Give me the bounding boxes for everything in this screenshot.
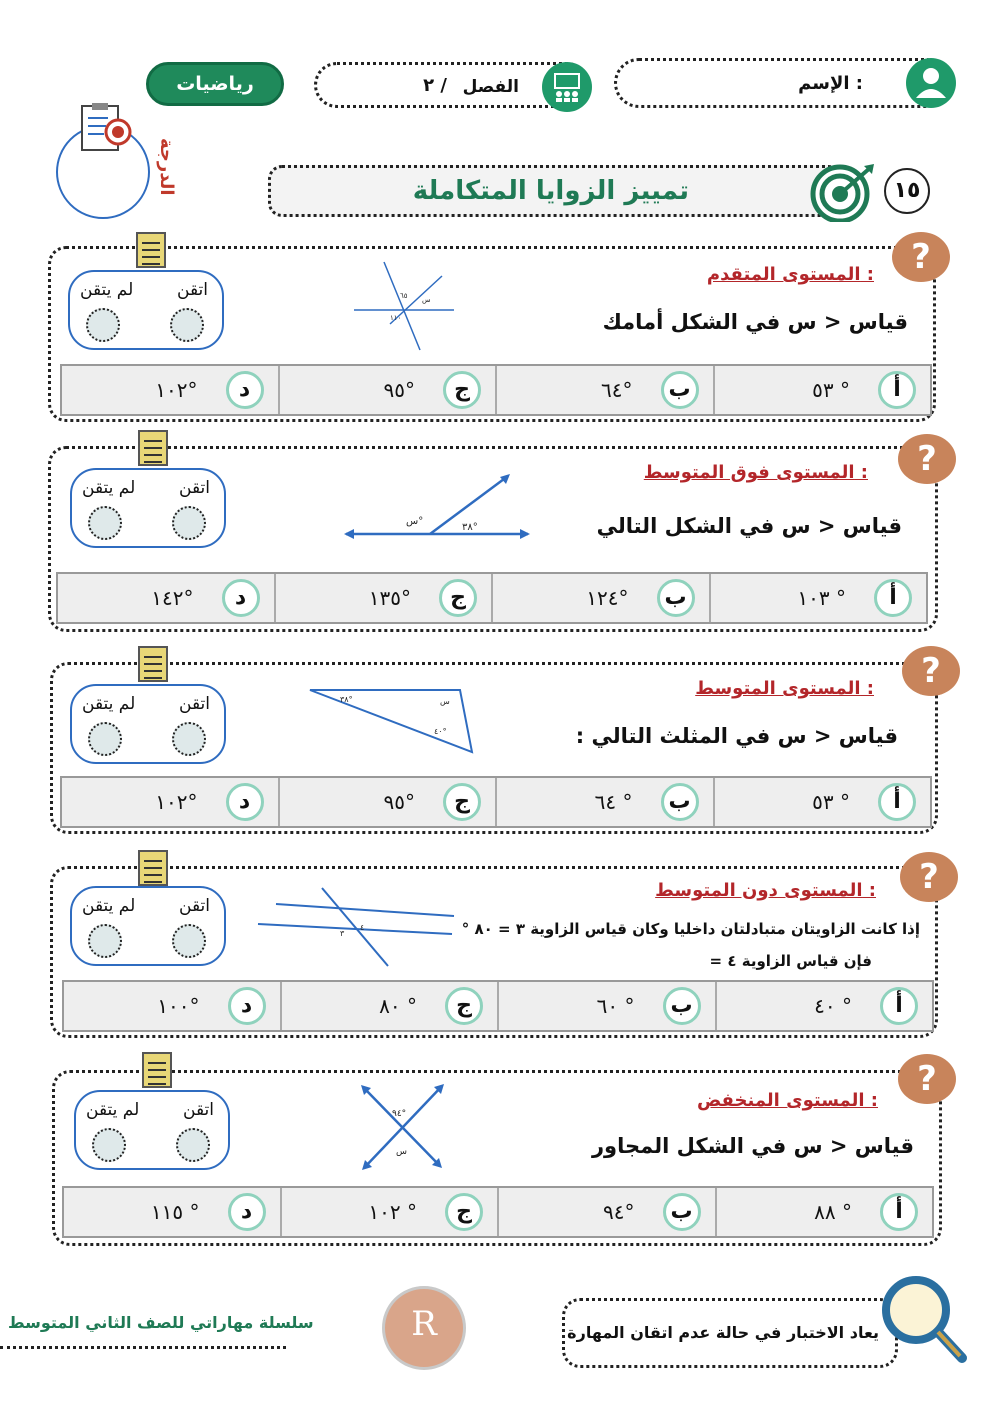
- magnifier-icon: [876, 1270, 970, 1366]
- mastered-label: اتقن: [179, 478, 210, 498]
- question-level: المستوى دون المتوسط :: [655, 880, 876, 901]
- answer-option-a[interactable]: [715, 1188, 933, 1236]
- mastered-checkbox[interactable]: [172, 924, 206, 958]
- answer-letter: د: [228, 1193, 266, 1231]
- figure-label-94: ٩٤°: [392, 1109, 407, 1119]
- mastered-checkbox[interactable]: [172, 506, 206, 540]
- question-level: المستوى المنخفض :: [696, 1090, 878, 1111]
- figure-label-65: ٦٥: [400, 292, 408, 300]
- answer-letter: ب: [661, 783, 699, 821]
- answer-value: ٩٥°: [383, 378, 415, 402]
- answer-option-b[interactable]: [497, 1188, 715, 1236]
- figure-vertical-angles: [356, 1082, 450, 1172]
- not-mastered-checkbox[interactable]: [88, 924, 122, 958]
- name-field[interactable]: [614, 58, 950, 108]
- answer-value: ٥٣ °: [812, 378, 850, 402]
- figure-label-38: ٣٨°: [340, 695, 353, 704]
- figure-label-110: ١١٠: [390, 314, 402, 322]
- grade-label: الدرجة: [156, 138, 177, 196]
- name-label: الإسم :: [798, 73, 863, 94]
- answer-letter: د: [226, 783, 264, 821]
- answer-option-c[interactable]: [280, 982, 498, 1030]
- answer-value: ٩٥°: [383, 790, 415, 814]
- answer-option-b[interactable]: [495, 366, 713, 414]
- retest-note: [562, 1298, 898, 1368]
- answer-row: [60, 364, 932, 416]
- clipboard-target-icon: [78, 102, 134, 154]
- figure-parallel-lines: [236, 880, 460, 972]
- not-mastered-checkbox[interactable]: [88, 722, 122, 756]
- figure-label-3: ٣: [340, 929, 345, 938]
- answer-letter: أ: [878, 371, 916, 409]
- answer-option-d[interactable]: [62, 366, 278, 414]
- question-level: المستوى فوق المتوسط :: [643, 462, 868, 483]
- answer-option-c[interactable]: [278, 778, 496, 826]
- mastered-label: اتقن: [179, 694, 210, 714]
- answer-letter: أ: [880, 1193, 918, 1231]
- answer-option-a[interactable]: [713, 778, 931, 826]
- question-text: قياس < س في الشكل أمامك: [602, 310, 908, 334]
- subject-badge: رياضيات: [146, 62, 284, 106]
- answer-value: ٦٠ °: [596, 994, 635, 1018]
- answer-letter: أ: [880, 987, 918, 1025]
- mastery-box: [70, 886, 226, 966]
- answer-letter: ج: [443, 371, 481, 409]
- answer-option-c[interactable]: [278, 366, 496, 414]
- figure-triangle: [300, 682, 480, 768]
- mastery-box: [70, 468, 226, 548]
- figure-label-40: ٤٠°: [434, 727, 447, 736]
- answer-value: ١٠٠°: [157, 994, 200, 1018]
- mastery-box: [70, 684, 226, 764]
- answer-value: ٦٤ °: [594, 790, 633, 814]
- answer-option-d[interactable]: [58, 574, 274, 622]
- figure-straight-angle: [340, 468, 534, 548]
- answer-letter: ج: [445, 1193, 483, 1231]
- mastered-label: اتقن: [177, 280, 208, 300]
- notepad-icon: [142, 1052, 172, 1088]
- notepad-icon: [138, 430, 168, 466]
- figure-label-38: ٣٨°: [462, 522, 478, 533]
- user-icon: [906, 58, 956, 108]
- answer-value: ١٠٢ °: [368, 1200, 417, 1224]
- figure-label-4: ٤: [360, 923, 365, 932]
- question-mark-icon: ?: [892, 232, 950, 282]
- page-title: تمييز الزوايا المتكاملة: [412, 176, 689, 206]
- answer-row: [62, 980, 934, 1032]
- notepad-icon: [138, 646, 168, 682]
- mastered-checkbox[interactable]: [172, 722, 206, 756]
- mastery-box: [68, 270, 224, 350]
- question-mark-icon: ?: [900, 852, 958, 902]
- not-mastered-checkbox[interactable]: [86, 308, 120, 342]
- not-mastered-label: لم يتقن: [80, 280, 134, 300]
- answer-option-d[interactable]: [64, 1188, 280, 1236]
- class-value: ٢ /: [423, 75, 447, 96]
- mastered-label: اتقن: [183, 1100, 214, 1120]
- answer-option-a[interactable]: [709, 574, 927, 622]
- answer-option-a[interactable]: [715, 982, 933, 1030]
- answer-letter: د: [226, 371, 264, 409]
- answer-letter: ب: [663, 987, 701, 1025]
- answer-option-a[interactable]: [713, 366, 931, 414]
- mastered-checkbox[interactable]: [176, 1128, 210, 1162]
- figure-intersecting-lines: [350, 258, 456, 354]
- answer-letter: ج: [445, 987, 483, 1025]
- notepad-icon: [136, 232, 166, 268]
- logo-letter: R: [411, 1304, 437, 1344]
- answer-option-b[interactable]: [491, 574, 709, 622]
- skill-number: ١٥: [884, 168, 930, 214]
- answer-letter: أ: [878, 783, 916, 821]
- answer-value: ٨٠ °: [379, 994, 417, 1018]
- retest-text: يعاد الاختبار في حالة عدم اتقان المهارة: [567, 1323, 879, 1342]
- class-label: الفصل: [462, 77, 519, 97]
- mastered-checkbox[interactable]: [170, 308, 204, 342]
- not-mastered-checkbox[interactable]: [92, 1128, 126, 1162]
- answer-value: ١٣٥°: [368, 586, 411, 610]
- question-level: المستوى المتوسط :: [695, 678, 874, 699]
- answer-option-d[interactable]: [64, 982, 280, 1030]
- answer-value: ٦٤°: [601, 378, 633, 402]
- figure-label-x: س°: [406, 516, 424, 527]
- question-text-line-2: فإن قياس الزاوية ٤ =: [709, 952, 872, 970]
- answer-letter: ج: [439, 579, 477, 617]
- answer-letter: ب: [661, 371, 699, 409]
- question-text-line-1: إذا كانت الزاويتان متبادلتان داخليا وكان قياس الزاوية ٣ = ٨٠ °: [461, 920, 920, 938]
- notepad-icon: [138, 850, 168, 886]
- answer-letter: ب: [663, 1193, 701, 1231]
- target-icon: [808, 162, 878, 222]
- figure-label-x: س: [440, 697, 450, 706]
- question-mark-icon: ?: [898, 434, 956, 484]
- series-label: سلسلة مهاراتي للصف الثاني المتوسط: [8, 1313, 314, 1332]
- answer-value: ٩٤°: [603, 1200, 635, 1224]
- not-mastered-label: لم يتقن: [82, 478, 136, 498]
- question-level: المستوى المتقدم :: [706, 264, 874, 285]
- answer-letter: ج: [443, 783, 481, 821]
- figure-label-x: س: [396, 1147, 407, 1157]
- question-mark-icon: ?: [902, 646, 960, 696]
- answer-row: [62, 1186, 934, 1238]
- answer-row: [60, 776, 932, 828]
- answer-value: ٤٠ °: [814, 994, 852, 1018]
- classroom-icon: [542, 62, 592, 112]
- title-box: [268, 165, 842, 217]
- answer-value: ٨٨ °: [814, 1200, 852, 1224]
- answer-option-c[interactable]: [274, 574, 492, 622]
- figure-label-x: س: [422, 296, 431, 304]
- answer-value: ١٠٢°: [155, 378, 198, 402]
- answer-value: ١٤٢°: [151, 586, 194, 610]
- answer-letter: د: [228, 987, 266, 1025]
- not-mastered-label: لم يتقن: [82, 694, 136, 714]
- mastery-box: [74, 1090, 230, 1170]
- question-text: قياس < س في الشكل المجاور: [591, 1134, 914, 1158]
- answer-row: [56, 572, 928, 624]
- answer-value: ١٠٢°: [155, 790, 198, 814]
- answer-letter: أ: [874, 579, 912, 617]
- answer-letter: د: [222, 579, 260, 617]
- logo: [382, 1286, 466, 1370]
- question-mark-icon: ?: [898, 1054, 956, 1104]
- answer-option-b[interactable]: [497, 982, 715, 1030]
- not-mastered-label: لم يتقن: [86, 1100, 140, 1120]
- answer-value: ٥٣ °: [812, 790, 850, 814]
- answer-option-d[interactable]: [62, 778, 278, 826]
- question-text: قياس < س في الشكل التالي: [596, 514, 902, 538]
- question-text: قياس < س في المثلث التالي :: [575, 724, 898, 748]
- answer-value: ١٢٤°: [586, 586, 629, 610]
- answer-value: ١٠٣ °: [797, 586, 846, 610]
- answer-value: ١١٥ °: [150, 1200, 200, 1224]
- mastered-label: اتقن: [179, 896, 210, 916]
- answer-option-b[interactable]: [495, 778, 713, 826]
- answer-option-c[interactable]: [280, 1188, 498, 1236]
- footer-divider: [0, 1346, 286, 1349]
- not-mastered-checkbox[interactable]: [88, 506, 122, 540]
- answer-letter: ب: [657, 579, 695, 617]
- not-mastered-label: لم يتقن: [82, 896, 136, 916]
